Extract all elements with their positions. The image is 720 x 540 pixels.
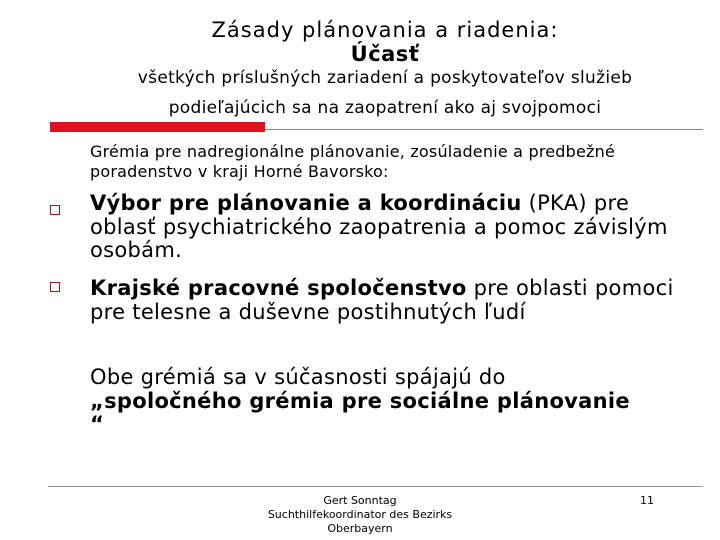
- slide-title-line2: Účasť: [350, 42, 420, 66]
- bullet-item-bold: Krajské pracovné spoločenstvo: [90, 276, 467, 300]
- footer-author-name: Gert Sonntag: [323, 494, 397, 507]
- divider-line: [265, 129, 703, 130]
- red-accent-bar: [50, 122, 265, 132]
- bullet-item: [90, 277, 690, 324]
- outro-plain: Obe grémiá sa v súčasnosti spájajú do: [90, 365, 506, 389]
- slide-subtitle-line1: všetkých príslušných zariadení a poskytovateľov služieb: [137, 68, 633, 88]
- bullet-item: [90, 192, 690, 263]
- footer-author-role: Suchthilfekoordinator des Bezirks: [267, 508, 453, 521]
- outro-bold: „spoločného grémia pre sociálne plánovanie “: [90, 388, 630, 436]
- slide-subtitle-line2: podieľajúcich sa na zaopatrení ako aj svojpomoci: [168, 98, 602, 118]
- footer-divider: [48, 486, 703, 487]
- outro-text: [90, 366, 650, 437]
- slide-title-line1: Zásady plánovania a riadenia:: [211, 18, 559, 42]
- square-bullet-icon: [50, 282, 60, 292]
- bullet-item-bold: Výbor pre plánovanie a koordináciu: [90, 191, 522, 215]
- bullet-item-text: (PKA) pre oblasť psychiatrického zaopatrenia a pomoc závislým osobám.: [90, 191, 668, 262]
- page-number: 11: [640, 494, 654, 507]
- square-bullet-icon: [50, 205, 60, 215]
- intro-text: Grémia pre nadregionálne plánovanie, zosúladenie a predbežné poradenstvo v kraji Horné Bavorsko:: [90, 142, 616, 181]
- footer-author: [240, 494, 480, 536]
- footer-author-region: Oberbayern: [327, 522, 393, 535]
- bullet-item-text: pre oblasti pomoci pre telesne a duševne postihnutých ľudí: [90, 276, 674, 324]
